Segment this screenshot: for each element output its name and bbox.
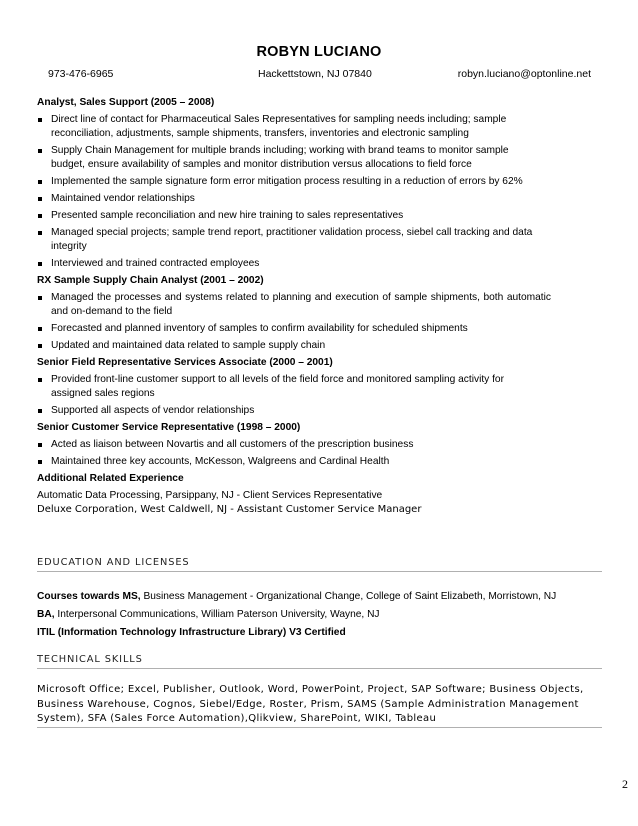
- education-heading: EDUCATION AND LICENSES: [37, 557, 190, 568]
- bullet-item: Maintained vendor relationships: [37, 192, 541, 206]
- bullet-item: Managed the processes and systems related to planning and execution of sample shipments, both automatic and on-demand to the field: [37, 291, 551, 319]
- job-bullets: [37, 291, 602, 353]
- job-title: Analyst, Sales Support (2005 – 2008): [37, 97, 215, 108]
- job-bullets: [37, 373, 602, 418]
- additional-experience-title: Additional Related Experience: [37, 473, 184, 484]
- experience-section: [37, 96, 602, 517]
- job-title: RX Sample Supply Chain Analyst (2001 – 2002): [37, 275, 264, 286]
- bullet-item: Interviewed and trained contracted employees: [37, 257, 541, 271]
- page-number: 2: [622, 777, 628, 791]
- contact-location: Hackettstown, NJ 07840: [258, 68, 372, 80]
- bullet-item: Implemented the sample signature form error mitigation process resulting in a reduction of errors by 62%: [37, 175, 541, 189]
- bullet-item: Maintained three key accounts, McKesson, Walgreens and Cardinal Health: [37, 455, 541, 469]
- section-divider: [37, 571, 602, 572]
- additional-experience-line: Deluxe Corporation, West Caldwell, NJ - Assistant Customer Service Manager: [37, 504, 422, 515]
- bullet-item: Provided front-line customer support to all levels of the field force and monitored sampling activity for assigned sales regions: [37, 373, 541, 401]
- job-bullets: [37, 113, 602, 271]
- contact-phone: 973-476-6965: [48, 68, 114, 80]
- contact-email: robyn.luciano@optonline.net: [457, 68, 591, 80]
- education-entry: Courses towards MS, Business Management - Organizational Change, College of Saint Elizabeth, Morristown, NJ: [37, 591, 557, 602]
- bullet-item: Managed special projects; sample trend report, practitioner validation process, siebel call tracking and data integrity: [37, 226, 541, 254]
- job-bullets: [37, 438, 602, 469]
- additional-experience-line: Automatic Data Processing, Parsippany, NJ - Client Services Representative: [37, 490, 383, 501]
- bullet-item: Presented sample reconciliation and new hire training to sales representatives: [37, 209, 541, 223]
- bullet-item: Forecasted and planned inventory of samples to confirm availability for scheduled shipments: [37, 322, 541, 336]
- section-divider: [37, 727, 602, 728]
- job-title: Senior Field Representative Services Associate (2000 – 2001): [37, 357, 333, 368]
- candidate-name: ROBYN LUCIANO: [256, 44, 382, 60]
- bullet-item: Direct line of contact for Pharmaceutical Sales Representatives for sampling needs including; sample reconciliation, adjustments, sample shipments, transfers, inventories and electronic sampling: [37, 113, 541, 141]
- bullet-item: Acted as liaison between Novartis and all customers of the prescription business: [37, 438, 541, 452]
- section-divider: [37, 668, 602, 669]
- education-section: [37, 590, 556, 644]
- bullet-item: Supported all aspects of vendor relationships: [37, 404, 541, 418]
- education-entry: BA, Interpersonal Communications, William Paterson University, Wayne, NJ: [37, 609, 380, 620]
- skills-text: Microsoft Office; Excel, Publisher, Outlook, Word, PowerPoint, Project, SAP Software; Business Objects, Business Warehouse, Cognos, Siebel/Edge, Roster, Prism, SAMS (Sample Administration Management System), SFA (Sales Force Automation),Qlikview, SharePoint, WIKI, Tableau: [37, 684, 584, 724]
- bullet-item: Updated and maintained data related to sample supply chain: [37, 339, 541, 353]
- job-title: Senior Customer Service Representative (1998 – 2000): [37, 422, 301, 433]
- skills-heading: TECHNICAL SKILLS: [37, 654, 143, 665]
- education-entry: ITIL (Information Technology Infrastructure Library) V3 Certified: [37, 627, 346, 638]
- bullet-item: Supply Chain Management for multiple brands including; working with brand teams to monitor sample budget, ensure availability of samples and monitor distribution versus allocations to field force: [37, 144, 541, 172]
